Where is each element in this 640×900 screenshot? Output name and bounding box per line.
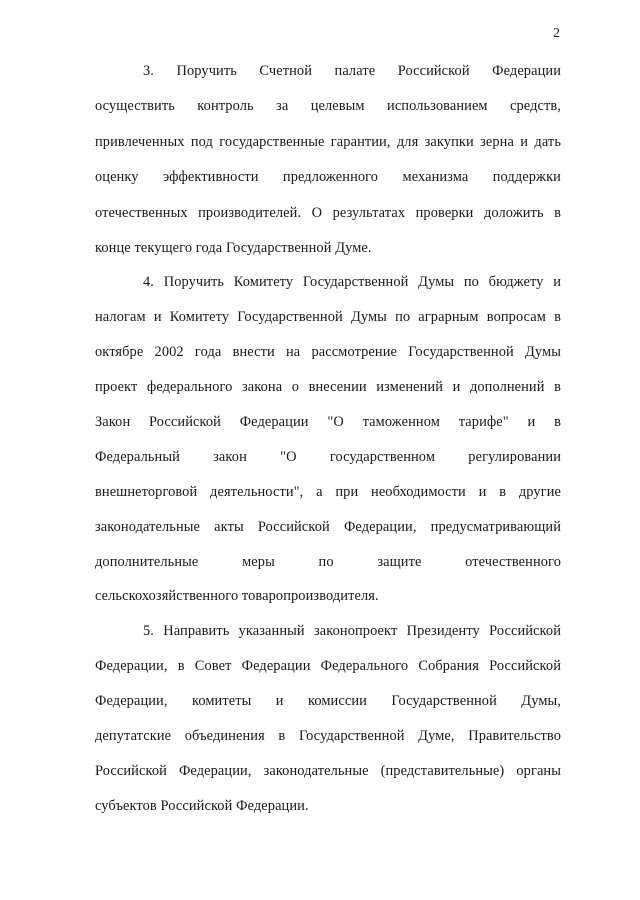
paragraph-line: привлеченных под государственные гарантии, для закупки зерна и дать xyxy=(95,134,561,150)
paragraph-line: отечественных производителей. О результатах проверки доложить в xyxy=(95,205,561,221)
paragraph-line: налогам и Комитету Государственной Думы по аграрным вопросам в xyxy=(95,309,561,325)
paragraph-line: оценку эффективности предложенного механизма поддержки xyxy=(95,169,561,185)
paragraph-line: октябре 2002 года внести на рассмотрение Государственной Думы xyxy=(95,344,561,360)
paragraph-line: Российской Федерации, законодательные (представительные) органы xyxy=(95,763,561,779)
paragraph-line: законодательные акты Российской Федерации, предусматривающий xyxy=(95,519,561,535)
paragraph-line: дополнительные меры по защите отечественного xyxy=(95,554,561,570)
paragraph-line: проект федерального закона о внесении изменений и дополнений в xyxy=(95,379,561,395)
paragraph-line: Федерации, комитеты и комиссии Государственной Думы, xyxy=(95,693,561,709)
paragraph-line: 5. Направить указанный законопроект Президенту Российской xyxy=(143,623,561,639)
paragraph-line: осуществить контроль за целевым использованием средств, xyxy=(95,98,561,114)
paragraph-line: депутатские объединения в Государственной Думе, Правительство xyxy=(95,728,561,744)
paragraph-line: конце текущего года Государственной Думе. xyxy=(95,240,372,256)
paragraph-line: Федеральный закон "О государственном регулировании xyxy=(95,449,561,465)
paragraph-line: сельскохозяйственного товаропроизводителя. xyxy=(95,588,379,604)
paragraph-line: Федерации, в Совет Федерации Федерального Собрания Российской xyxy=(95,658,561,674)
page-number: 2 xyxy=(553,26,560,41)
paragraph-line: 4. Поручить Комитету Государственной Думы по бюджету и xyxy=(143,274,561,290)
paragraph-line: внешнеторговой деятельности", а при необходимости и в другие xyxy=(95,484,561,500)
paragraph-line: Закон Российской Федерации "О таможенном тарифе" и в xyxy=(95,414,561,430)
paragraph-line: 3. Поручить Счетной палате Российской Федерации xyxy=(143,63,561,79)
paragraph-line: субъектов Российской Федерации. xyxy=(95,798,309,814)
